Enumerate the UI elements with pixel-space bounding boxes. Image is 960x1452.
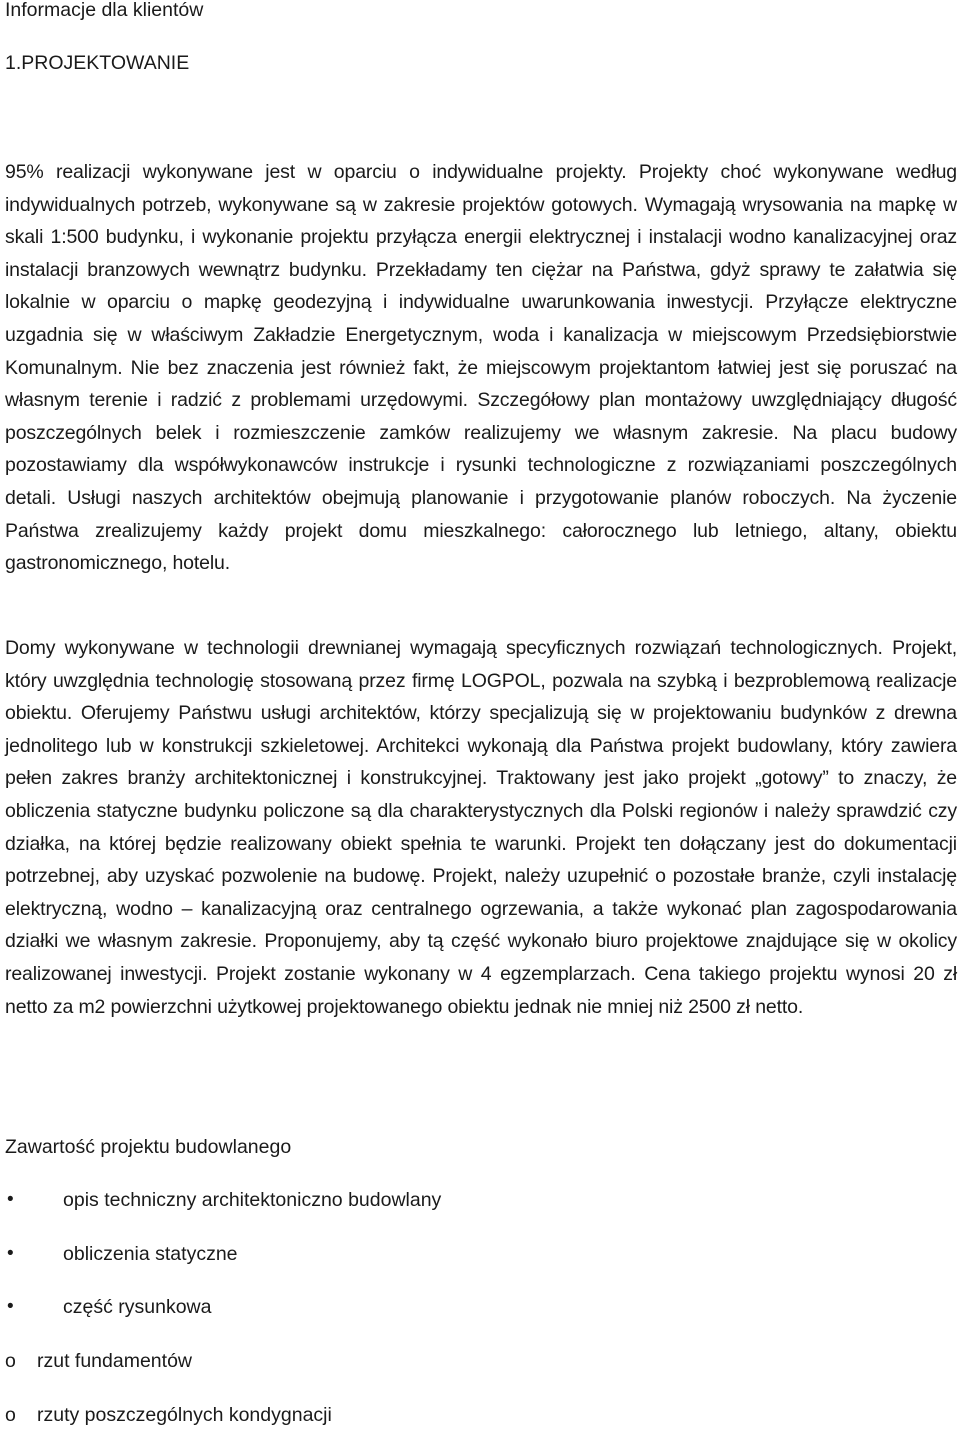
bullet-icon: • xyxy=(7,1242,14,1264)
sublist-item-label: rzuty poszczególnych kondygnacji xyxy=(37,1403,332,1426)
list-item-label: opis techniczny architektoniczno budowlany xyxy=(63,1189,442,1211)
contents-heading: Zawartość projektu budowlanego xyxy=(5,1136,292,1158)
section-heading: 1.PROJEKTOWANIE xyxy=(5,52,190,74)
bullet-icon: • xyxy=(7,1189,14,1210)
circle-bullet-icon: o xyxy=(5,1403,16,1426)
circle-bullet-icon: o xyxy=(5,1350,16,1372)
paragraph-wooden-technology: Domy wykonywane w technologii drewnianej wymagają specyficznych rozwiązań technologicznych. Projekt, który uwzględnia technologię stosowaną przez firmę LOGPOL, pozwala na szybką i bezproblemową realizacje obiektu. Oferujemy Państwu usługi architektów, którzy specjalizują się w projektowaniu budynków z drewna jednolitego lub w konstrukcji szkieletowej. Architekci wykonają dla Państwa projekt budowlany, który zawiera pełen zakres branży architektonicznej i konstrukcyjnej. Traktowany jest jako projekt „gotowy” to znaczy, że obliczenia statyczne budynku policzone są dla charakterystycznych dla Polski regionów i należy sprawdzić czy działka, na której będzie realizowany obiekt spełnia te warunki. Projekt ten dołączany jest do dokumentacji potrzebnej, aby uzyskać pozwolenie na budowę. Projekt, należy uzupełnić o pozostałe branże, czyli instalację elektryczną, wodno – kanalizacyjną oraz centralnego ogrzewania, a także wykonać plan zagospodarowania działki we własnym zakresie. Proponujemy, aby tą część wykonało biuro projektowe znajdujące się w okolicy realizowanej inwestycji. Projekt zostanie wykonany w 4 egzemplarzach. Cena takiego projektu wynosi 20 zł netto za m2 powierzchni użytkowej projektowanego obiektu jednak nie mniej niż 2500 zł netto. xyxy=(5,637,957,1018)
paragraph-design-scope: 95% realizacji wykonywane jest w oparciu o indywidualne projekty. Projekty choć wykonywane według indywidualnych potrzeb, wykonywane są w zakresie projektów gotowych. Wymagają wrysowania na mapkę w skali 1:500 budynku, i wykonanie projektu przyłącza energii elektrycznej i instalacji wodno kanalizacyjnej oraz instalacji branzowych wewnątrz budynku. Przekładamy ten ciężar na Państwa, gdyż sprawy te załatwia się lokalnie w oparciu o mapkę geodezyjną i indywidualne uwarunkowania inwestycji. Przyłącze elektryczne uzgadnia się w właściwym Zakładzie Energetycznym, woda i kanalizacja w miejscowym Przedsiębiorstwie Komunalnym. Nie bez znaczenia jest również fakt, że miejscowym projektantom łatwiej jest się poruszać na własnym terenie i radzić z problemami urzędowymi. Szczegółowy plan montażowy uwzględniający długość poszczególnych belek i rozmieszczenie zamków realizujemy we własnym zakresie. Na placu budowy pozostawiamy dla współwykonawców instrukcje i rysunki technologiczne z rozwiązaniami poszczególnych detali. Usługi naszych architektów obejmują planowanie i przygotowanie planów roboczych. Na życzenie Państwa zrealizujemy każdy projekt domu mieszkalnego: całorocznego lub letniego, altany, obiektu gastronomicznego, hotelu. xyxy=(5,161,957,575)
sublist-item-label: rzut fundamentów xyxy=(37,1350,193,1372)
bullet-icon: • xyxy=(7,1296,14,1318)
document-title: Informacje dla klientów xyxy=(5,0,204,21)
list-item-label: część rysunkowa xyxy=(63,1296,212,1319)
list-item-label: obliczenia statyczne xyxy=(63,1242,238,1265)
